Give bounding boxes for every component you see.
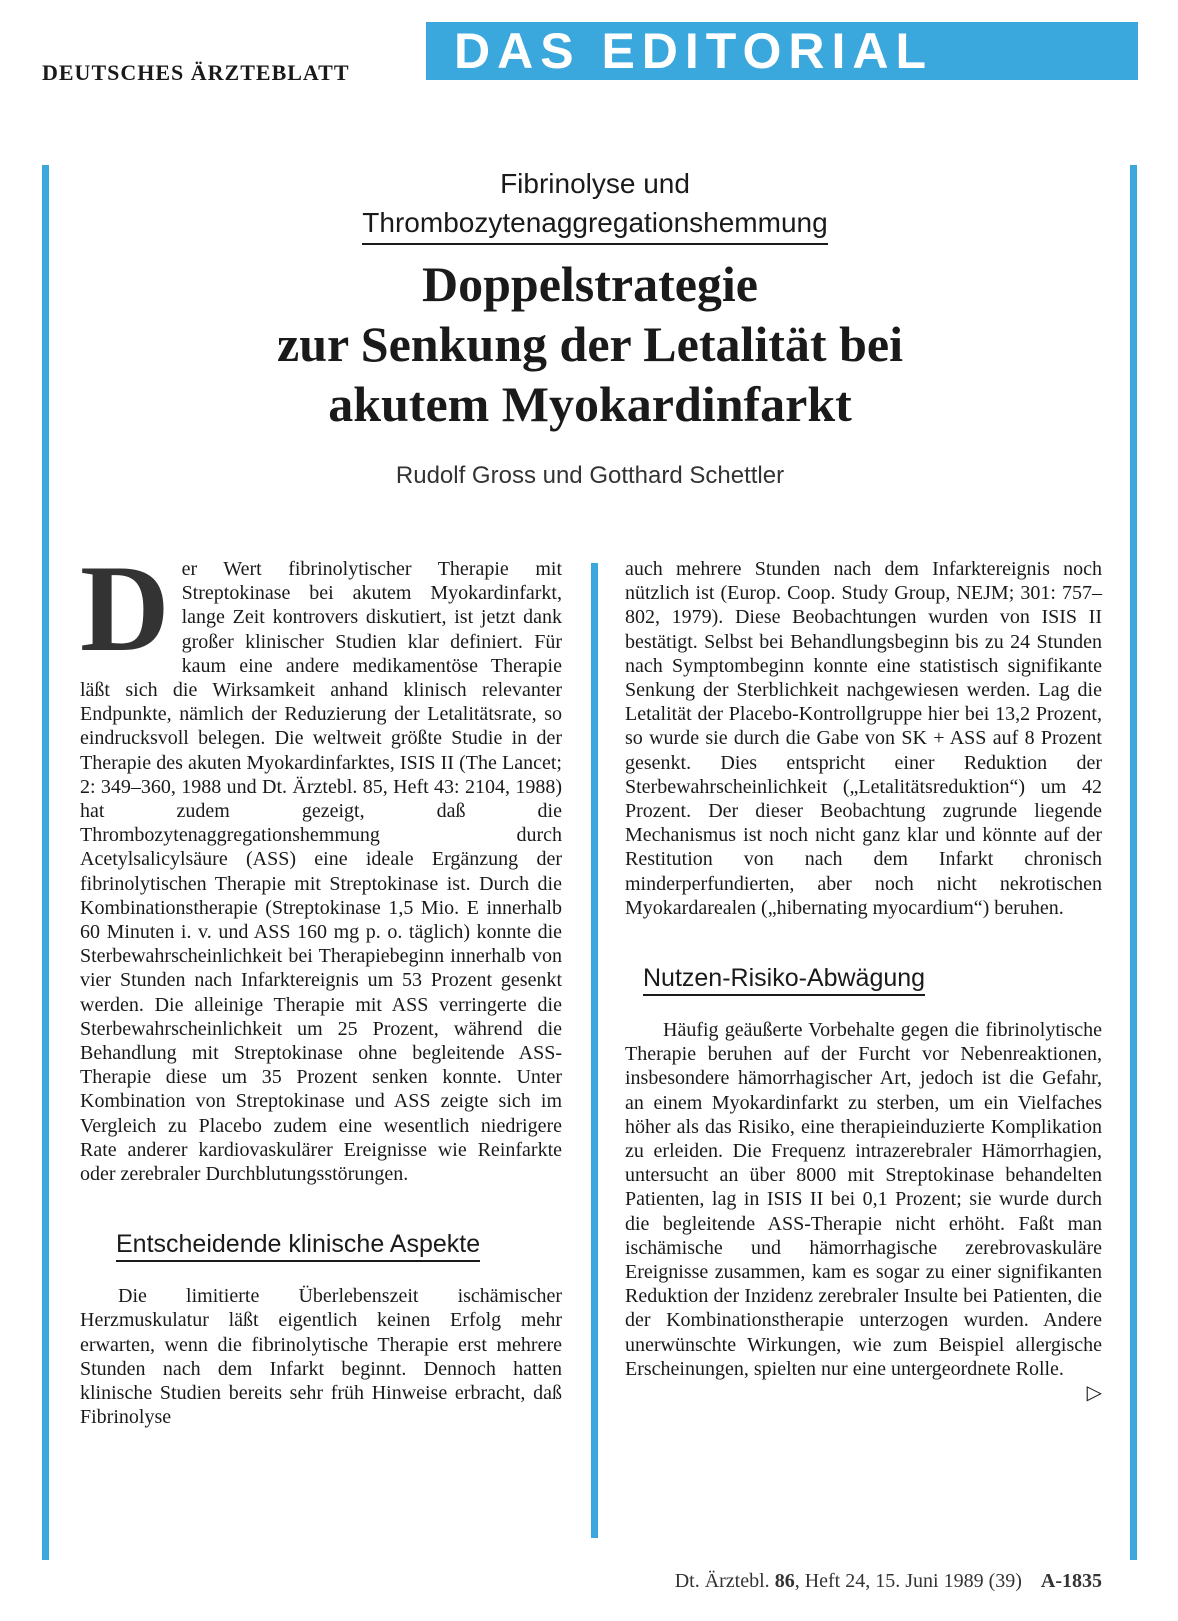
title-line-1: Doppelstrategie [421,256,759,312]
page-footer [675,1570,1102,1593]
benefit-risk-paragraph: Häufig geäußerte Vorbehalte gegen die fibrinolytische Therapie beruhen auf der Furcht vor Nebenreaktionen, insbesondere hämorrhagischer Art, jedoch ist die Gefahr, an einem Myokardinfarkt zu sterben, um ein Vielfaches höher als das Risiko, eine therapieinduzierte Komplikation zu erleiden. Die Frequenz intrazerebraler Hämorrhagien, untersucht an über 8000 mit Streptokinase behandelten Patienten, lag in ISIS II bei 0,1 Prozent; sie wurde durch die begleitende ASS-Therapie nicht erhöht. Faßt man ischämische und hämorrhagische zerebrovaskuläre Ereignisse zusammen, kam es sogar zu einer signifikanten Reduktion der Inzidenz zerebraler Insulte bei Patienten, die der Kombinationstherapie unterzogen wurden. Andere unerwünschte Wirkungen, wie zum Beispiel allergische Erscheinungen, spielten nur eine untergeordnete Rolle. ▷ [625,1019,1102,1405]
article-authors: Rudolf Gross und Gotthard Schettler [395,462,785,489]
intro-text: er Wert fibrinolytischer Therapie mit Streptokinase bei akutem Myokardinfarkt, lange Zeit kontrovers diskutiert, ist jetzt dank großer klinischer Studien klar definiert. Für kaum eine andere medikamentöse Therapie läßt sich die Wirksamkeit anhand klinisch relevanter Endpunkte, nämlich der Reduzierung der Letalitätsrate, so eindrucksvoll belegen. Die weltweit größte Studie in der Therapie des akuten Myokardinfarktes, ISIS II (The Lancet; 2: 349–360, 1988 und Dt. Ärztebl. 85, Heft 43: 2104, 1988) hat zudem gezeigt, daß die Thrombozytenaggregationshemmung durch Acetylsalicylsäure (ASS) eine ideale Ergänzung der fibrinolytischen Therapie mit Streptokinase ist. Durch die Kombinationstherapie (Streptokinase 1,5 Mio. E innerhalb 60 Minuten i. v. und ASS 160 mg p. o. täglich) konnte die Sterbewahrscheinlichkeit bei Therapiebeginn innerhalb von vier Stunden nach Infarktereignis um 53 Prozent gesenkt werden. Die alleinige Therapie mit ASS verringerte die Sterbewahrscheinlichkeit um 25 Prozent, während die Behandlung mit Streptokinase ohne begleitende ASS-Therapie diese um 35 Prozent senken konnte. Unter Kombination von Streptokinase und ASS zeigte sich im Vergleich zu Placebo zudem eine wesentlich niedrigere Rate anderer kardiovaskulärer Ereignisse wie Reinfarkte oder zerebraler Durchblutungsstörungen. [80,558,562,1186]
title-line-3: akutem Myokardinfarkt [328,376,852,432]
column-divider-bar [591,563,598,1538]
footer-page-number: A-1835 [1040,1570,1102,1592]
article-title [60,254,1120,434]
right-column [625,557,1102,1405]
continue-arrow-icon: ▷ [1086,1382,1102,1405]
title-line-2: zur Senkung der Letalität bei [277,316,903,372]
section-banner: DAS EDITORIAL [426,22,1138,80]
drop-cap: D [80,540,170,677]
footer-citation-prefix: Dt. Ärztebl. [674,1570,770,1592]
section-heading-clinical-aspects: Entscheidende klinische Aspekte [116,1228,480,1262]
kicker-line-1: Fibrinolyse und [500,168,690,199]
footer-volume: 86 [774,1570,795,1592]
intro-paragraph [80,540,562,1186]
continued-paragraph: auch mehrere Stunden nach dem Infarktereignis noch nützlich ist (Europ. Coop. Study Group, NEJM; 301: 757–802, 1979). Diese Beobachtungen wurden von ISIS II bestätigt. Selbst bei Behandlungsbeginn bis zu 24 Stunden nach Symptombeginn konnte eine statistisch signifikante Senkung der Sterblichkeit nachgewiesen werden. Lag die Letalität der Placebo-Kontrollgruppe hier bei 13,2 Prozent, so wurde sie durch die Gabe von SK + ASS auf 8 Prozent gesenkt. Dies entspricht einer Reduktion der Sterbewahrscheinlichkeit („Letalitätsreduktion“) um 42 Prozent. Der dieser Beobachtung zugrunde liegende Mechanismus ist noch nicht ganz klar und könnte auf der Restitution von nach dem Infarkt chronisch minderperfundierten, aber noch nicht nekrotischen Myokardarealen („hibernating myocardium“) beruhen. [625,558,1102,919]
footer-citation-rest: , Heft 24, 15. Juni 1989 (39) [794,1570,1022,1592]
kicker-line-2: Thrombozytenaggregationshemmung [100,203,1090,245]
section-heading-benefit-risk: Nutzen-Risiko-Abwägung [643,962,925,996]
clinical-aspects-paragraph: Die limitierte Überlebenszeit ischämischer Herzmuskulatur läßt eigentlich keinen Erfolg mehr erwarten, wenn die fibrinolytische Therapie erst mehrere Stunden nach dem Infarkt beginnt. Dennoch hatten klinische Studien bereits sehr früh Hinweise erbracht, daß Fibrinolyse [80,1285,562,1429]
journal-name: DEUTSCHES ÄRZTEBLATT [42,60,350,85]
left-column [80,540,562,1430]
left-accent-bar [42,165,49,1560]
right-accent-bar [1130,165,1137,1560]
